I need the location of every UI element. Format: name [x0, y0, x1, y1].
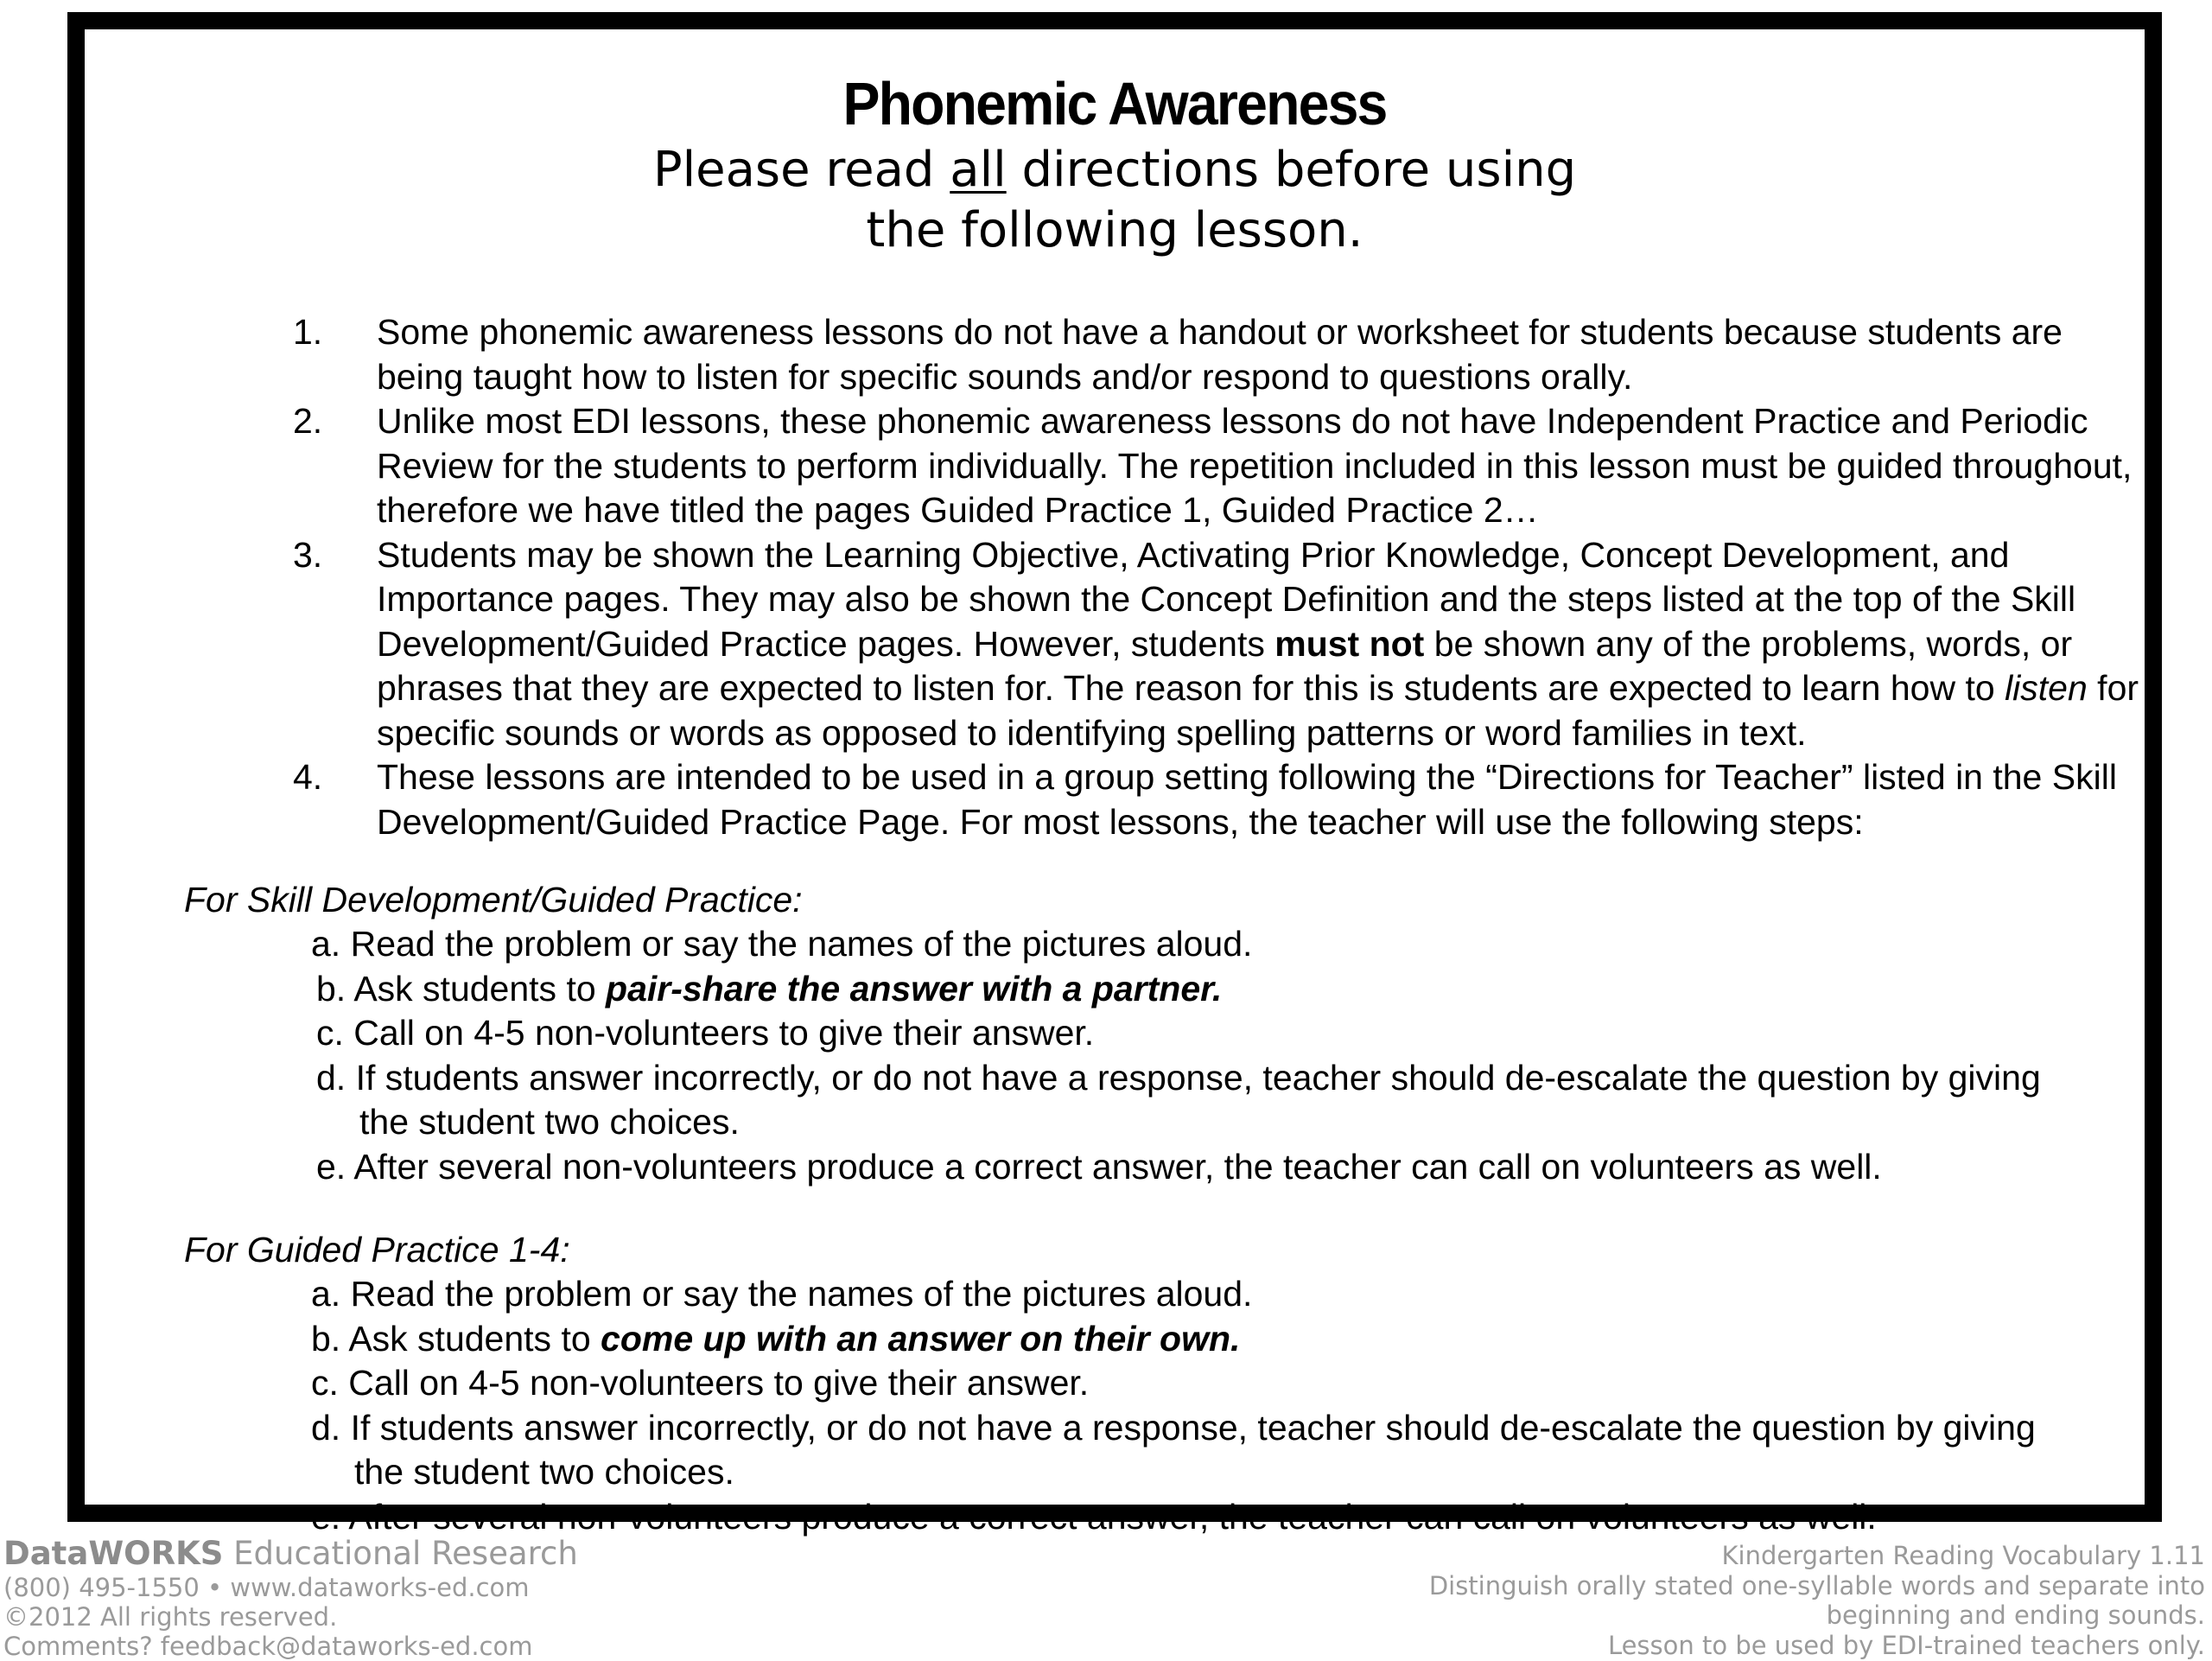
numbered-directions-list — [85, 310, 2179, 844]
item-number: 4. — [293, 757, 323, 797]
subtitle-text: directions before using — [1006, 142, 1577, 198]
subtitle-line-1 — [85, 140, 2145, 200]
direction-item-2 — [85, 399, 2179, 533]
item-number: 3. — [293, 534, 323, 575]
item-text: be shown any of the problems, words, or phrases that they are expected to listen for. The reason for this is students are expected to learn how to — [377, 623, 2073, 708]
lesson-objective: Distinguish orally stated one-syllable words and separate into — [1428, 1570, 2205, 1601]
guided-practice-steps — [311, 1272, 2212, 1539]
lesson-usage-note: Lesson to be used by EDI-trained teachers only. — [1607, 1630, 2205, 1660]
step-text-continued: the student two choices. — [359, 1102, 740, 1142]
step-emphasis: come up with an answer on their own. — [601, 1318, 1241, 1359]
lesson-info-footer — [1429, 1541, 2205, 1660]
step-e: e. After several non-volunteers produce a correct answer, the teacher can call on volunteers as well. — [311, 1496, 1877, 1537]
section-heading-guided-practice: For Guided Practice 1-4: — [184, 1230, 570, 1270]
subtitle-underlined-word: all — [950, 142, 1007, 198]
copyright-text: ©2012 All rights reserved. — [3, 1602, 338, 1632]
direction-item-1 — [85, 310, 2179, 399]
lesson-objective-continued: beginning and ending sounds. — [1826, 1601, 2205, 1630]
step-text: b. Ask students to — [311, 1318, 601, 1359]
item-text: These lessons are intended to be used in a group setting following the “Directions for Teacher” listed in the Skill Development/Guided Practice Page. For most lessons, the teacher will use the following steps: — [377, 757, 2117, 842]
step-a: a. Read the problem or say the names of the pictures aloud. — [311, 924, 1253, 964]
section-heading-skill-development: For Skill Development/Guided Practice: — [184, 880, 803, 920]
step-d — [311, 1406, 2212, 1495]
step-a: a. Read the problem or say the names of the pictures aloud. — [311, 1274, 1253, 1314]
publisher-brand — [3, 1535, 578, 1573]
italic-emphasis: listen — [2005, 668, 2088, 708]
page-subtitle — [85, 140, 2145, 261]
step-c: c. Call on 4-5 non-volunteers to give their answer. — [316, 1013, 1095, 1053]
publisher-contact: (800) 495-1550 • www.dataworks-ed.com — [3, 1573, 530, 1602]
step-text: b. Ask students to — [316, 968, 607, 1009]
item-text: Unlike most EDI lessons, these phonemic awareness lessons do not have Independent Practice and Periodic Review for the students to perform individually. The repetition included in this lesson must be guided throughout, therefore we have titled the pages Guided Practice 1, Guided Practice 2… — [377, 401, 2133, 530]
direction-item-3 — [85, 533, 2179, 756]
subtitle-text: Please read — [652, 142, 950, 198]
direction-item-4 — [85, 755, 2179, 844]
step-c: c. Call on 4-5 non-volunteers to give their answer. — [311, 1363, 1090, 1403]
bold-emphasis: must not — [1274, 623, 1425, 664]
brand-name: DataWORKS — [3, 1535, 224, 1572]
step-text: d. If students answer incorrectly, or do not have a response, teacher should de-escalate the question by giving — [311, 1407, 2036, 1448]
step-text-continued: the student two choices. — [354, 1452, 734, 1492]
step-b — [316, 967, 2212, 1012]
lesson-code: Kindergarten Reading Vocabulary 1.11 — [1721, 1541, 2205, 1570]
step-d — [316, 1056, 2212, 1145]
item-text: Some phonemic awareness lessons do not have a handout or worksheet for students because students are being taught how to listen for specific sounds and/or respond to questions orally. — [377, 312, 2063, 397]
skill-development-steps — [311, 922, 2212, 1189]
lesson-frame — [67, 12, 2162, 1537]
step-b — [311, 1317, 2212, 1362]
brand-tagline: Educational Research — [223, 1535, 578, 1572]
feedback-text: Comments? feedback@dataworks-ed.com — [3, 1632, 533, 1661]
item-text: for specific sounds or words as opposed to identifying spelling patterns or word families in text. — [377, 668, 2139, 753]
item-text: Students may be shown the Learning Objective, Activating Prior Knowledge, Concept Development, and Importance pages. They may also be shown the Concept Definition and the steps listed at the top of the Skill Development/Guided Practice pages. However, students — [377, 534, 2076, 664]
step-text: d. If students answer incorrectly, or do not have a response, teacher should de-escalate the question by giving — [316, 1057, 2041, 1098]
item-number: 1. — [293, 312, 323, 352]
publisher-footer — [3, 1535, 578, 1661]
step-e: e. After several non-volunteers produce a correct answer, the teacher can call on volunteers as well. — [316, 1146, 1882, 1187]
subtitle-line-2: the following lesson. — [866, 202, 1363, 258]
page-title: Phonemic Awareness — [842, 70, 1387, 137]
step-emphasis: pair-share the answer with a partner. — [606, 968, 1223, 1009]
item-number: 2. — [293, 401, 323, 441]
